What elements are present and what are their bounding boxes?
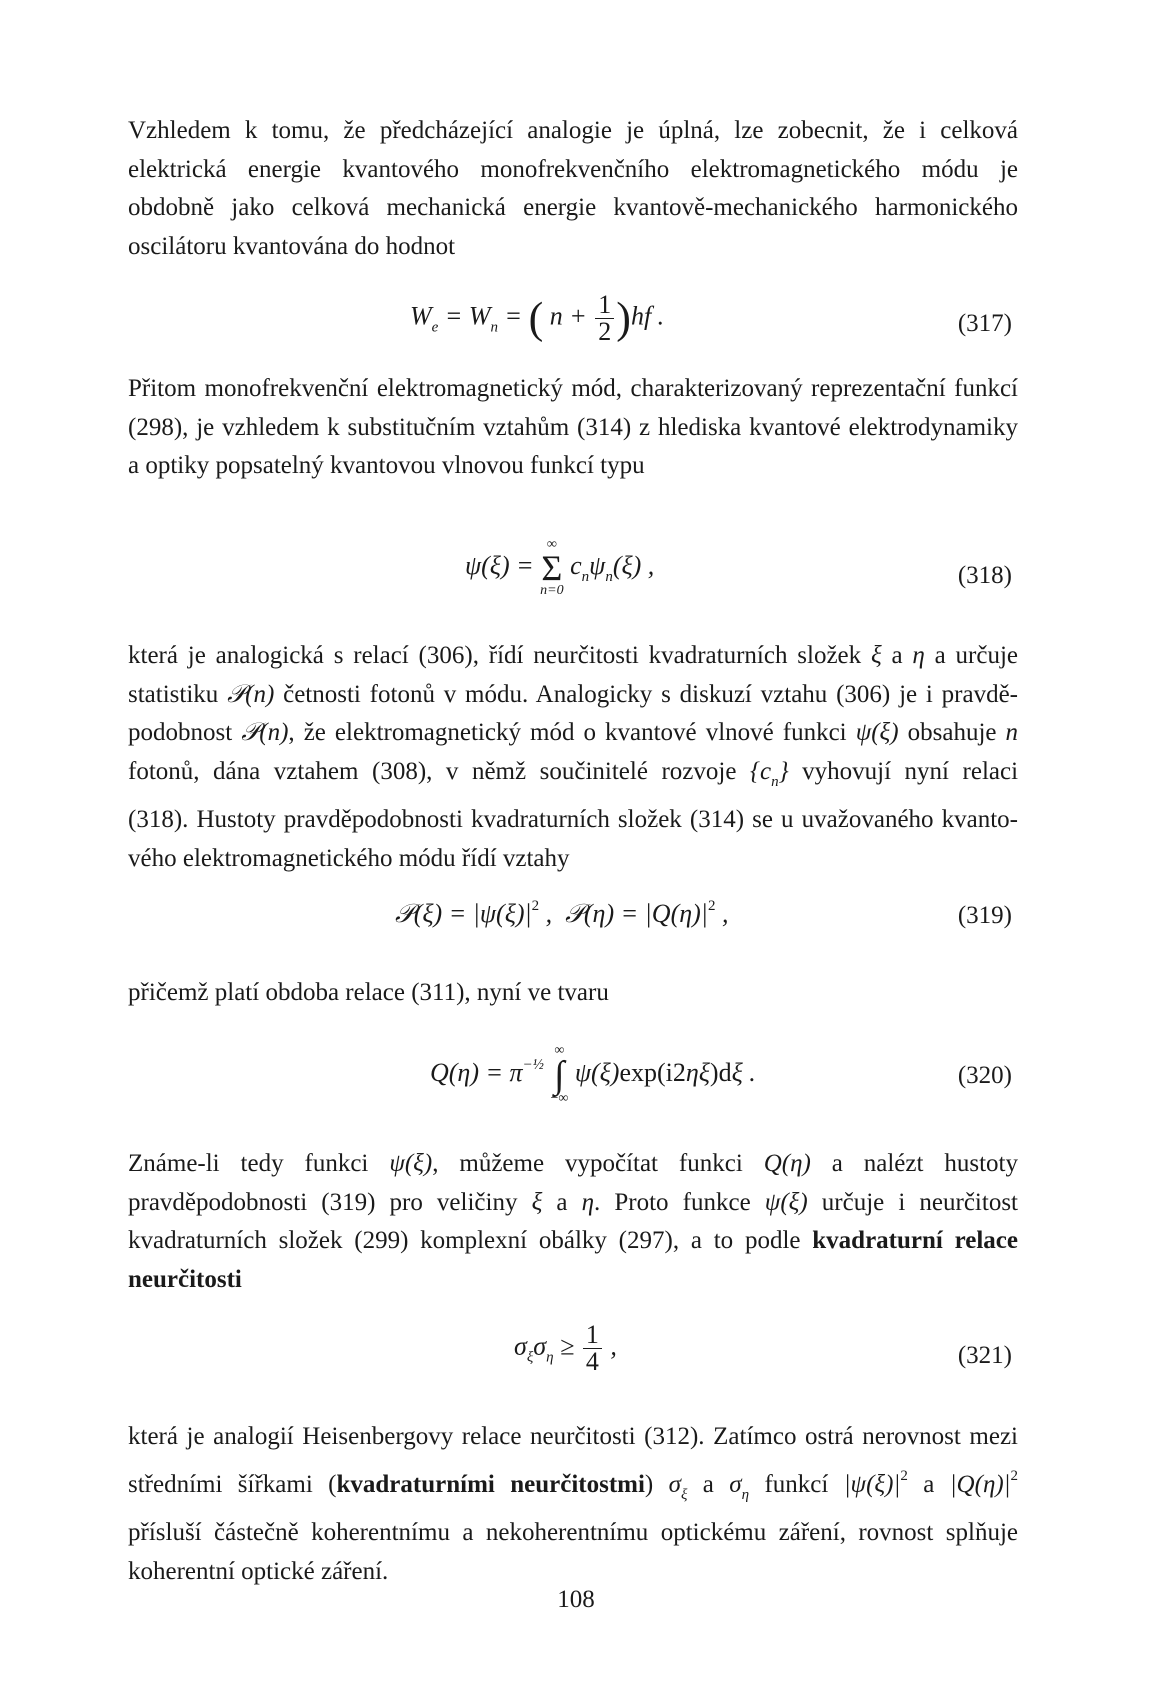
text-line: elektrická energie kvantového monofrekvenčního elektromagnetického módu je	[128, 155, 1018, 183]
equation-formula: $\sigma_\xi\sigma_\eta$ ≥ $\frac{1}{4}$ ,	[514, 1320, 617, 1376]
text-line: Známe-li tedy funkci ψ(ξ), můžeme vypočítat funkci Q(η) a nalézt hustoty	[128, 1150, 1018, 1177]
text-line: fotonů, dána vztahem (308), v němž součinitelé rozvoje $\{c_n\}$ vyhovují nyní relaci	[128, 757, 1019, 790]
equation-319	[0, 898, 1152, 978]
text-line: (298), je vzhledem k substitučním vztahům (314) z hlediska kvantové elektrodynamiky	[128, 413, 1018, 441]
text-line: vého elektromagnetického módu řídí vztahy	[128, 844, 570, 872]
paragraph-5	[128, 1145, 1018, 1299]
equation-318	[0, 538, 1152, 618]
text-line: Vzhledem k tomu, že předcházející analogie je úplná, lze zobecnit, že i celková	[128, 117, 1018, 144]
text-line: kvadraturních složek (299) komplexní obálky (297), a to podle kvadraturní relace	[128, 1227, 1018, 1254]
text-line: středními šířkami (kvadraturními neurčitostmi) $\sigma_\xi$ a $\sigma_\eta$ funkcí $|\psi(\xi)|^2$ a $|Q(\eta)|^2$	[128, 1467, 1019, 1503]
text-line: Přitom monofrekvenční elektromagnetický mód, charakterizovaný reprezentační funkcí	[128, 375, 1018, 402]
equation-321	[0, 1322, 1152, 1402]
equation-number: (321)	[957, 1342, 1012, 1369]
equation-number: (317)	[957, 310, 1012, 337]
paragraph-1	[128, 112, 1018, 266]
text-line: podobnost 𝒫(n), že elektromagnetický mód o kvantové vlnové funkci ψ(ξ) obsahuje n	[128, 719, 1019, 746]
equation-formula: $Q(\eta) = \pi^{-\frac{1}{2}}$ ∞ ∫ −∞ ψ(ξ)exp(i2ηξ)dξ .	[430, 1043, 756, 1106]
equation-formula: 𝒫(ξ) = $|\psi(\xi)|^2$ , 𝒫(η) = $|Q(\eta)|^2$ ,	[395, 898, 729, 928]
equation-number: (319)	[957, 902, 1012, 929]
text-line: statistiku 𝒫(n) četnosti fotonů v módu. Analogicky s diskuzí vztahu (306) je i pravdě-	[128, 680, 1019, 708]
equation-formula: ψ(ξ) = ∞ Σ n=0 $c_n\psi_n(\xi)$ ,	[465, 537, 655, 598]
text-line: která je analogií Heisenbergovy relace neurčitosti (312). Zatímco ostrá nerovnost mezi	[128, 1423, 1018, 1450]
page-number: 108	[557, 1586, 595, 1613]
paragraph-3	[128, 637, 1018, 878]
equation-number: (318)	[957, 562, 1012, 589]
equation-formula: $W_e = W_n$ = ( n + $\frac{1}{2}$ )hf .	[410, 290, 665, 346]
paragraph-2	[128, 370, 1018, 486]
text-line: (318). Hustoty pravděpodobnosti kvadraturních složek (314) se u uvažovaného kvanto-	[128, 806, 1018, 833]
equation-320	[0, 1044, 1152, 1124]
equation-number: (320)	[957, 1062, 1012, 1089]
text-line: oscilátoru kvantována do hodnot	[128, 232, 456, 260]
text-line: přísluší částečně koherentnímu a nekoherentnímu optickému záření, rovnost splňuje	[128, 1519, 1018, 1546]
text-line: pravděpodobnosti (319) pro veličiny ξ a η. Proto funkce ψ(ξ) určuje i neurčitost	[128, 1188, 1019, 1216]
equation-317	[0, 292, 1152, 372]
text-line: koherentní optické záření.	[128, 1557, 389, 1585]
text-line: neurčitosti	[128, 1265, 242, 1293]
text-line: která je analogická s relací (306), řídí neurčitosti kvadraturních složek ξ a η a určuje	[128, 642, 1019, 669]
paragraph-4	[128, 974, 1018, 1013]
text-line: a optiky popsatelný kvantovou vlnovou funkcí typu	[128, 452, 645, 479]
text-line: obdobně jako celková mechanická energie kvantově-mechanického harmonického	[128, 194, 1018, 221]
paragraph-6	[128, 1418, 1018, 1591]
text-line: přičemž platí obdoba relace (311), nyní ve tvaru	[128, 979, 609, 1006]
